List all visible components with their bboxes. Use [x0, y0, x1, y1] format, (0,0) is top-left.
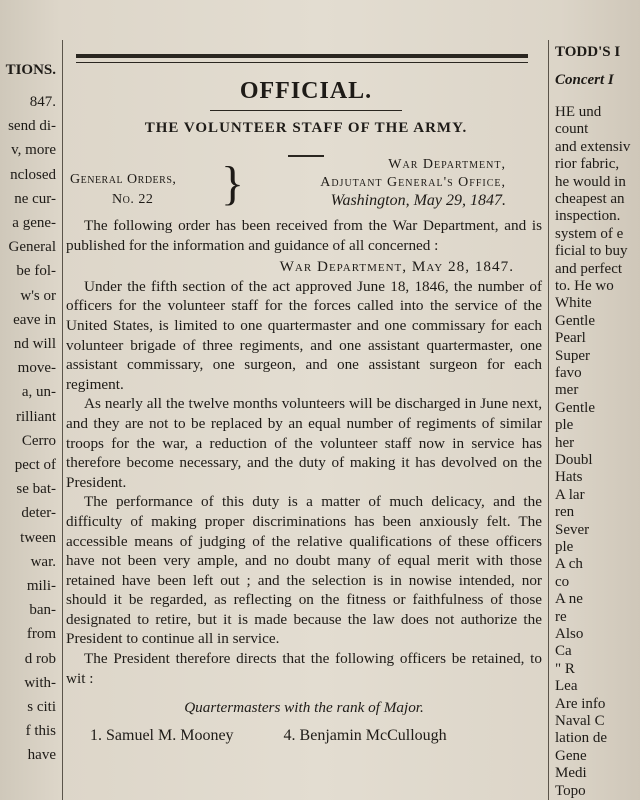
- brace-glyph: }: [221, 157, 245, 210]
- article-body: [66, 216, 542, 745]
- general-orders-label: [70, 170, 176, 210]
- left-column-text-fragment: a, un-: [21, 384, 56, 401]
- right-column-text-fragment: Are info: [555, 695, 606, 712]
- department-dateline: Washington, May 29, 1847.: [330, 192, 506, 209]
- right-column-text-fragment: HE und: [555, 104, 602, 120]
- left-column-text-fragment: send di-: [8, 118, 56, 135]
- right-column-text-fragment: Topo: [555, 782, 586, 799]
- right-column-text-fragment: ple: [555, 539, 574, 555]
- left-column-text-fragment: ban-: [29, 602, 56, 619]
- right-column-text-fragment: Gentle: [555, 312, 595, 329]
- left-column-text-fragment: eave in: [13, 311, 56, 328]
- right-column-text-fragment: A ne: [555, 591, 583, 608]
- left-column-text-fragment: war.: [30, 553, 56, 570]
- right-column-text-fragment: and perfect: [555, 260, 623, 277]
- right-column-text-fragment: inspection.: [555, 208, 621, 225]
- right-column-text-fragment: A lar: [555, 486, 585, 503]
- paragraph-delicacy: The performance of this duty is a matter of much delicacy, and the difficulty of making proper discriminations has been anxiously felt. The accessible means of judging of the relative qualifications of these officers have not been very ample, and no doubt many of equal merit with those retained have been left out ; and the selection is in nowise intended, nor should it be regarded, as reflecting on the fitness or faithfulness of those designated to retire, but it is made because the law does not authorize the President to continue all in service.: [66, 493, 542, 648]
- right-column-text-fragment: her: [555, 434, 575, 451]
- right-column-text-fragment: Pearl: [555, 330, 586, 347]
- right-column-text-fragment: Super: [555, 347, 590, 364]
- department-line2: Adjutant General's Office,: [320, 175, 506, 190]
- right-column-text-fragment: Gentle: [555, 399, 595, 416]
- right-column-text-fragment: cheapest an: [555, 191, 625, 207]
- right-column-text-fragment: Also: [555, 626, 584, 642]
- quartermasters-subhead: Quartermasters with the rank of Major.: [184, 699, 424, 717]
- right-column-text-fragment: and extensiv: [555, 138, 631, 155]
- right-column-text-fragment: Hats: [555, 469, 583, 486]
- right-column-text-fragment: lation de: [555, 730, 608, 747]
- paragraph-intro: The following order has been received from the War Department, and is published for the information and guidance of all concerned :: [66, 217, 542, 254]
- left-column-text-fragment: s citi: [27, 699, 56, 715]
- officer-names-row: [66, 726, 542, 746]
- right-column-text-fragment: rior fabric,: [555, 156, 620, 173]
- department-block: [256, 156, 506, 210]
- left-column-text-fragment: deter-: [21, 505, 56, 522]
- right-column-text-fragment: Doubl: [555, 452, 593, 468]
- article-heading: OFFICIAL.: [239, 78, 373, 104]
- left-column-text-fragment: a gene-: [12, 215, 56, 231]
- right-column-text-fragment: ple: [555, 417, 574, 434]
- left-column: [0, 0, 60, 800]
- left-column-text-fragment: mili-: [26, 578, 56, 594]
- right-column-text-fragment: ren: [555, 504, 575, 521]
- paragraph-retained: The President therefore directs that the following officers be retained, to wit :: [66, 650, 542, 687]
- right-column-text-fragment: White: [555, 295, 592, 312]
- column-divider: [62, 40, 63, 800]
- left-column-text-fragment: be fol-: [16, 263, 56, 280]
- left-column-text-fragment: f this: [25, 723, 56, 740]
- right-column-subheader: Concert I: [555, 72, 614, 88]
- left-column-text-fragment: from: [26, 626, 56, 643]
- right-column-text-fragment: co: [555, 573, 570, 590]
- officer-name: 4. Benjamin McCullough: [283, 726, 447, 744]
- right-column-text-fragment: mer: [555, 382, 579, 399]
- right-column-text-fragment: favo: [555, 365, 582, 381]
- right-column-text-fragment: " R: [555, 660, 575, 677]
- right-column-header: TODD'S I: [555, 44, 621, 60]
- order-dateline: War Department, May 28, 1847.: [279, 258, 514, 276]
- right-column-text-fragment: Ca: [555, 643, 572, 660]
- right-column-text-fragment: re: [555, 608, 567, 625]
- officer-name: 1. Samuel M. Mooney: [90, 726, 234, 744]
- left-column-text-fragment: have: [27, 747, 56, 764]
- right-column-text-fragment: A ch: [555, 556, 583, 573]
- left-column-text-fragment: rilliant: [16, 408, 56, 425]
- left-column-text-fragment: General: [8, 239, 56, 256]
- right-column: [553, 0, 640, 800]
- right-column-text-fragment: Medi: [555, 765, 587, 782]
- article-subheading: THE VOLUNTEER STAFF OF THE ARMY.: [144, 120, 468, 136]
- article-column: [66, 0, 546, 800]
- left-column-text-fragment: ne cur-: [14, 190, 56, 207]
- right-column-text-fragment: Gene: [555, 747, 587, 764]
- left-column-text-fragment: nd will: [13, 336, 56, 352]
- left-column-text-fragment: w's or: [20, 287, 56, 304]
- left-column-text-fragment: tween: [20, 529, 56, 546]
- right-column-text-fragment: he would in: [555, 173, 626, 190]
- left-column-text-fragment: with-: [24, 674, 56, 691]
- left-column-text-fragment: pect of: [14, 457, 56, 473]
- right-column-text-fragment: count: [555, 121, 589, 138]
- right-column-text-fragment: ficial to buy: [555, 243, 628, 260]
- left-column-text-fragment: d rob: [24, 650, 56, 667]
- right-column-text-fragment: Lea: [555, 678, 578, 695]
- left-column-text-fragment: Cerro: [21, 432, 56, 449]
- general-orders-line2: No. 22: [112, 192, 154, 207]
- right-column-text-fragment: system of e: [555, 225, 624, 242]
- paragraph-discharge: As nearly all the twelve months volunteers will be discharged in June next, and they are not to be replaced by an equal number of regiments of similar troops for the war, a reduction of the volunteer staff now in service has therefore become necessary, and the duty of making it has devolved on the President.: [66, 395, 542, 491]
- right-column-text-fragment: Naval C: [555, 713, 605, 729]
- right-column-text-fragment: Sever: [555, 521, 590, 538]
- column-divider: [548, 40, 549, 800]
- department-line1: War Department,: [388, 157, 506, 172]
- heading-rule: [210, 110, 402, 111]
- general-orders-line1: General Orders,: [70, 172, 177, 187]
- left-column-header: TIONS.: [5, 62, 56, 78]
- left-column-text-fragment: move-: [17, 360, 56, 377]
- left-column-text-fragment: nclosed: [10, 166, 56, 183]
- left-column-text-fragment: se bat-: [16, 481, 56, 498]
- left-column-text-fragment: v, more: [11, 142, 56, 159]
- left-column-text-fragment: 847.: [29, 94, 56, 110]
- right-column-text-fragment: to. He wo: [555, 278, 614, 294]
- paragraph-act: Under the fifth section of the act approved June 18, 1846, the number of officers for the volunteer staff for the forces called into the service of the United States, is limited to one quartermaster and one commissary for each volunteer brigade of three regiments, and one assistant quartermaster, one assistant commissary, one surgeon, and one assistant surgeon for each regiment.: [66, 277, 542, 393]
